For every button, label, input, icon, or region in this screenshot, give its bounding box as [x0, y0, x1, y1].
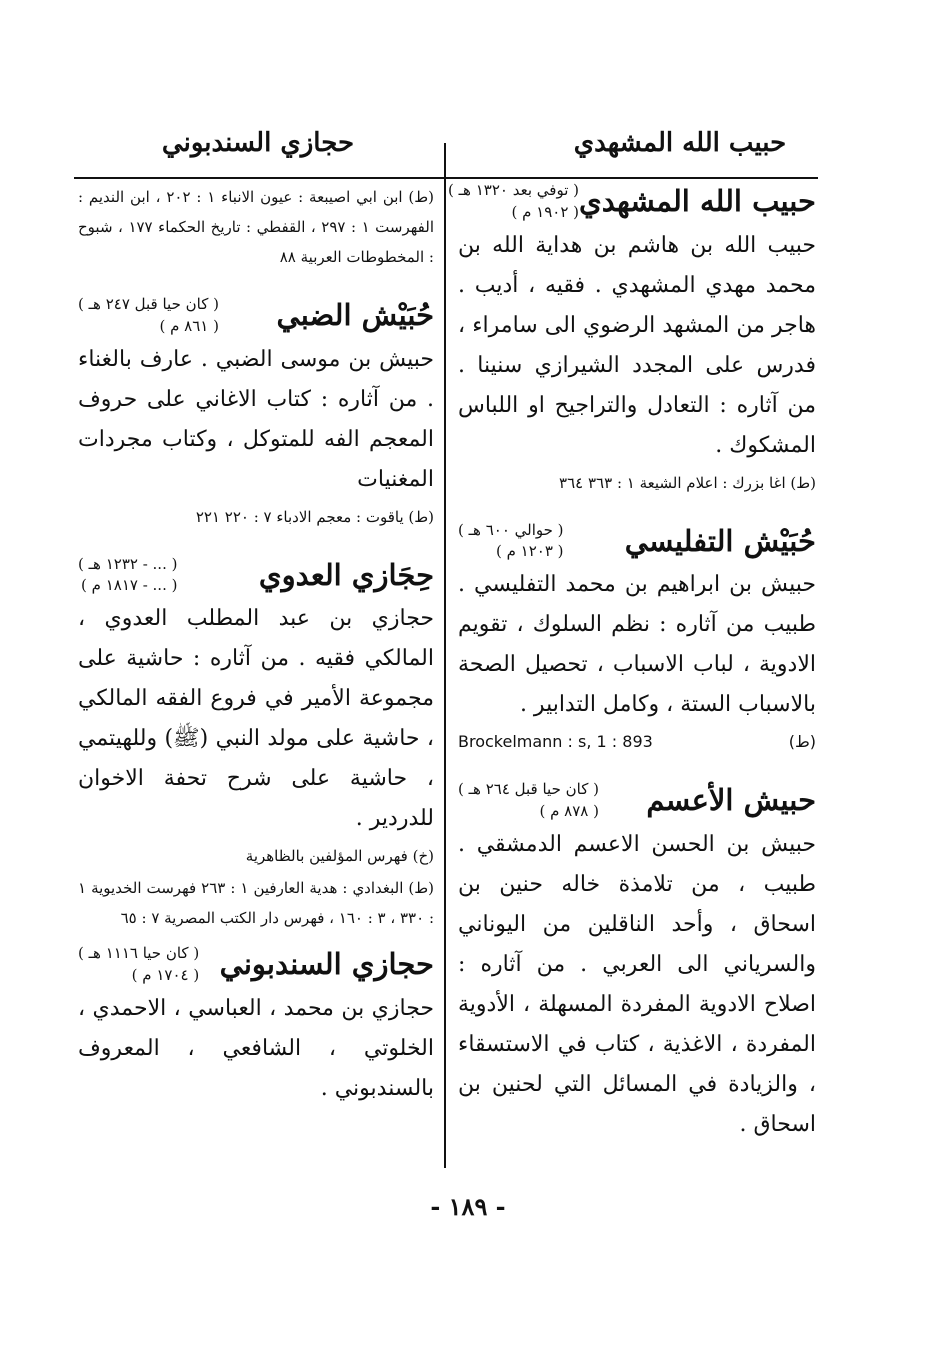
entry-name: حُبَيْش الضبي — [276, 298, 434, 333]
hijri-date: ( ... - ١٢٣٢ هـ ) — [78, 554, 178, 573]
entry-hubaysh-aasam — [458, 779, 816, 1145]
entry-heading — [458, 779, 816, 823]
entry-dates — [78, 294, 219, 338]
entry-source — [458, 727, 816, 757]
entry-name: حُبَيْش التفليسي — [624, 523, 816, 558]
hijri-date: ( كان حيا قبل ٢٤٧ هـ ) — [78, 295, 219, 313]
source-tag: (ط) — [788, 732, 816, 751]
entry-source: (ط) ابن ابي اصيبعة : عيون الانباء ١ : ٢٠٢ ، ابن النديم : الفهرست ١ : ٢٩٧ ، القفطي : تاريخ الحكماء ١٧٧ ، شبوح : المخطوطات العربية ٨٨ — [78, 188, 435, 266]
left-column — [78, 180, 434, 1109]
right-column — [448, 180, 816, 1145]
entry-hubaysh-dabbi — [78, 294, 434, 532]
entry-dates — [448, 180, 579, 224]
entry-heading — [458, 520, 816, 564]
entry-text: حبيش بن موسى الضبي . عارف بالغناء . من آثاره : كتاب الاغاني على حروف المعجم الفه للمتوكل ، وكتاب مجردات المغنيات — [78, 346, 434, 492]
entry-dates — [458, 779, 599, 823]
entry-text: حبيش بن الحسن الاعسم الدمشقي . طبيب ، من تلامذة خاله حنين بن اسحاق ، وأحد الناقلين من اليوناني والسرياني الى العربي . من آثاره : اصلاح الادوية المفردة المسهلة ، الأدوية المفردة ، الاغذية ، كتاب في الاستسقاء ، والزيادة في المسائل التي لحنين بن اسحاق . — [458, 831, 816, 1137]
entry-name: حجازي السندبوني — [219, 947, 434, 982]
left-running-header: حجازي السندبوني — [161, 128, 355, 158]
source-reference: Brockelmann : s, 1 : 893 — [458, 732, 653, 751]
entry-name: حِجَازي العدوي — [258, 557, 434, 592]
hijri-date: ( كان حيا قبل ٢٦٤ هـ ) — [458, 780, 599, 798]
hijri-date: ( كان حيا ١١١٦ هـ ) — [78, 944, 200, 962]
entry-text: حجازي بن محمد ، العباسي ، الاحمدي ، الخلوتي ، الشافعي ، المعروف بالسندبوني . — [78, 995, 434, 1101]
entry-heading — [448, 180, 816, 224]
entry-source-printed: (ط) البغدادي : هدية العارفين ١ : ٢٦٣ فهرست الخديوية ١ : ٣٣٠ ، ٣ : ١٦٠ ، فهرس دار الكتب المصرية ٧ : ٦٥ — [78, 879, 434, 927]
right-running-header: حبيب الله المشهدي — [573, 128, 787, 158]
entry-hijazi-sandabuni — [78, 943, 434, 1109]
gregorian-date: ( ١٩٠٢ م ) — [511, 202, 580, 221]
hijri-date: ( حوالي ٦٠٠ هـ ) — [458, 520, 564, 539]
hijri-date: ( توفي بعد ١٣٢٠ هـ ) — [448, 181, 580, 199]
entry-text: حبيش بن ابراهيم بن محمد التفليسي . طبيب من آثاره : نظم السلوك ، تقويم الادوية ، لباب الاسباب ، تحصيل الصحة بالاسباب الستة ، وكامل التدابير . — [458, 572, 816, 717]
gregorian-date: ( ١٢٠٣ م ) — [495, 542, 564, 561]
entry-heading — [78, 943, 434, 987]
gregorian-date: ( ١٧٠٤ م ) — [131, 965, 200, 984]
entry-dates — [78, 554, 177, 598]
entry-name: حبيب الله المشهدي — [579, 184, 816, 219]
header-rule — [74, 177, 818, 179]
entry-source-manuscript: (خ) فهرس المؤلفين بالظاهرية — [245, 847, 434, 865]
gregorian-date: ( ٨٦١ م ) — [159, 316, 219, 335]
entry-heading — [78, 294, 434, 338]
gregorian-date: ( ... - ١٨١٧ م ) — [81, 576, 178, 595]
entry-text: حبيب الله بن هاشم بن هداية الله بن محمد مهدي المشهدي . فقيه ، أديب . هاجر من المشهد الرضوي الى سامراء ، فدرس على المجدد الشيرازي سنينا . من آثاره : التعادل والتراجيح او اللباس المشكوك . — [458, 232, 816, 458]
entry-text: حجازي بن عبد المطلب العدوي ، المالكي فقيه . من آثاره : حاشية على مجموعة الأمير في فروع الفقه المالكي ، حاشية على مولد النبي (ﷺ) وللهيتمي ، حاشية على شرح تحفة الاخوان للدردير . — [78, 606, 434, 831]
entry-continued-sources — [78, 182, 434, 272]
entry-name: حبيش الأعسم — [646, 783, 816, 818]
entry-hijazi-adawi — [78, 554, 434, 934]
entry-source: (ط) ياقوت : معجم الادباء ٧ : ٢٢٠ ٢٢١ — [195, 507, 434, 526]
entry-heading — [78, 554, 434, 598]
column-divider — [444, 143, 446, 1168]
entry-source: (ط) اغا بزرك : اعلام الشيعة ١ : ٣٦٣ ٣٦٤ — [559, 473, 816, 492]
entry-habibullah-mashhadi — [448, 180, 816, 498]
entry-dates — [78, 943, 199, 987]
entry-hubaysh-tiflisi — [458, 520, 816, 758]
page-number: - ١٨٩ - — [430, 1192, 506, 1221]
entry-dates — [458, 520, 564, 564]
gregorian-date: ( ٨٧٨ م ) — [539, 801, 599, 820]
